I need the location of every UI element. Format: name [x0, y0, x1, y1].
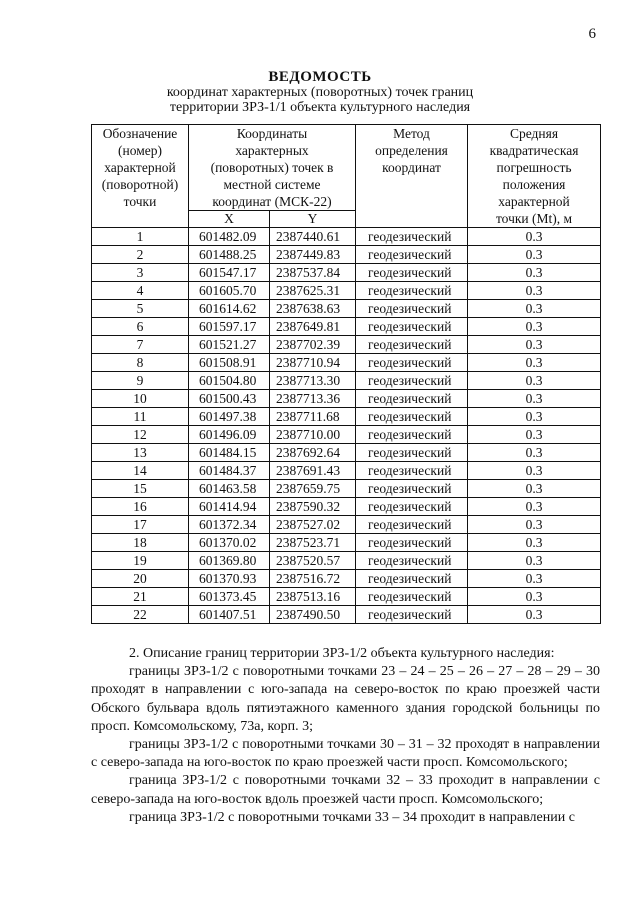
x-coordinate-cell: 601373.45 — [189, 588, 270, 606]
y-coordinate-cell: 2387649.81 — [270, 318, 356, 336]
point-number-cell: 19 — [92, 552, 189, 570]
section-paragraph: границы ЗРЗ-1/2 с поворотными точками 30 – 31 – 32 проходят в направлении с северо-запада на юго-восток по краю проезжей части просп. Комсомольского; — [91, 737, 600, 771]
table-row — [92, 264, 601, 282]
method-cell: геодезический — [356, 318, 468, 336]
section-heading: 2. Описание границ территории ЗРЗ-1/2 объекта культурного наследия: — [129, 646, 555, 661]
y-coordinate-cell: 2387702.39 — [270, 336, 356, 354]
document-title: ВЕДОМОСТЬ — [268, 69, 372, 85]
document-heading — [0, 70, 640, 115]
x-coordinate-cell: 601496.09 — [189, 426, 270, 444]
y-coordinate-cell: 2387590.32 — [270, 498, 356, 516]
document-subtitle-line-2: территории ЗРЗ-1/1 объекта культурного наследия — [169, 100, 471, 115]
table-row — [92, 300, 601, 318]
header-method: Метод определения координат — [356, 125, 468, 228]
y-coordinate-cell: 2387513.16 — [270, 588, 356, 606]
method-cell: геодезический — [356, 336, 468, 354]
header-designation: Обозначение (номер) характерной (поворотной) точки — [92, 125, 189, 228]
document-subtitle-line-1: координат характерных (поворотных) точек границ — [166, 85, 474, 100]
point-number-cell: 6 — [92, 318, 189, 336]
y-coordinate-cell: 2387711.68 — [270, 408, 356, 426]
point-number-cell: 17 — [92, 516, 189, 534]
method-cell: геодезический — [356, 408, 468, 426]
method-cell: геодезический — [356, 264, 468, 282]
y-coordinate-cell: 2387440.61 — [270, 228, 356, 246]
page-number: 6 — [588, 26, 596, 42]
y-coordinate-cell: 2387523.71 — [270, 534, 356, 552]
section-paragraph: граница ЗРЗ-1/2 с поворотными точками 33 – 34 проходит в направлении с — [129, 809, 575, 825]
x-coordinate-cell: 601504.80 — [189, 372, 270, 390]
x-coordinate-cell: 601463.58 — [189, 480, 270, 498]
x-coordinate-cell: 601482.09 — [189, 228, 270, 246]
method-cell: геодезический — [356, 498, 468, 516]
x-coordinate-cell: 601488.25 — [189, 246, 270, 264]
point-number-cell: 21 — [92, 588, 189, 606]
header-coordinates: Координаты характерных (поворотных) точек в местной системе координат (МСК-22) — [189, 125, 356, 211]
accuracy-cell: 0.3 — [468, 534, 601, 552]
table-row — [92, 372, 601, 390]
accuracy-cell: 0.3 — [468, 300, 601, 318]
x-coordinate-cell: 601497.38 — [189, 408, 270, 426]
x-coordinate-cell: 601521.27 — [189, 336, 270, 354]
y-coordinate-cell: 2387713.36 — [270, 390, 356, 408]
accuracy-cell: 0.3 — [468, 372, 601, 390]
method-cell: геодезический — [356, 588, 468, 606]
x-coordinate-cell: 601370.93 — [189, 570, 270, 588]
accuracy-cell: 0.3 — [468, 282, 601, 300]
method-cell: геодезический — [356, 570, 468, 588]
method-cell: геодезический — [356, 534, 468, 552]
section-paragraph: граница ЗРЗ-1/2 с поворотными точками 32 – 33 проходит в направлении с северо-запада на юго-восток вдоль проезжей части просп. Комсомольского; — [91, 773, 600, 807]
y-coordinate-cell: 2387537.84 — [270, 264, 356, 282]
accuracy-cell: 0.3 — [468, 228, 601, 246]
y-coordinate-cell: 2387527.02 — [270, 516, 356, 534]
accuracy-cell: 0.3 — [468, 390, 601, 408]
point-number-cell: 1 — [92, 228, 189, 246]
y-coordinate-cell: 2387710.00 — [270, 426, 356, 444]
x-coordinate-cell: 601484.37 — [189, 462, 270, 480]
table-row — [92, 498, 601, 516]
accuracy-cell: 0.3 — [468, 606, 601, 624]
point-number-cell: 4 — [92, 282, 189, 300]
point-number-cell: 18 — [92, 534, 189, 552]
point-number-cell: 20 — [92, 570, 189, 588]
x-coordinate-cell: 601369.80 — [189, 552, 270, 570]
table-row — [92, 228, 601, 246]
table-row — [92, 462, 601, 480]
accuracy-cell: 0.3 — [468, 246, 601, 264]
method-cell: геодезический — [356, 390, 468, 408]
section-description — [91, 645, 600, 827]
point-number-cell: 11 — [92, 408, 189, 426]
y-coordinate-cell: 2387710.94 — [270, 354, 356, 372]
method-cell: геодезический — [356, 606, 468, 624]
method-cell: геодезический — [356, 228, 468, 246]
x-coordinate-cell: 601407.51 — [189, 606, 270, 624]
y-coordinate-cell: 2387625.31 — [270, 282, 356, 300]
point-number-cell: 22 — [92, 606, 189, 624]
table-row — [92, 246, 601, 264]
method-cell: геодезический — [356, 480, 468, 498]
header-x: X — [189, 211, 270, 228]
x-coordinate-cell: 601372.34 — [189, 516, 270, 534]
x-coordinate-cell: 601547.17 — [189, 264, 270, 282]
method-cell: геодезический — [356, 372, 468, 390]
table-row — [92, 588, 601, 606]
point-number-cell: 10 — [92, 390, 189, 408]
y-coordinate-cell: 2387516.72 — [270, 570, 356, 588]
table-row — [92, 516, 601, 534]
accuracy-cell: 0.3 — [468, 570, 601, 588]
point-number-cell: 12 — [92, 426, 189, 444]
accuracy-cell: 0.3 — [468, 462, 601, 480]
y-coordinate-cell: 2387691.43 — [270, 462, 356, 480]
method-cell: геодезический — [356, 516, 468, 534]
y-coordinate-cell: 2387490.50 — [270, 606, 356, 624]
x-coordinate-cell: 601508.91 — [189, 354, 270, 372]
point-number-cell: 8 — [92, 354, 189, 372]
method-cell: геодезический — [356, 444, 468, 462]
accuracy-cell: 0.3 — [468, 498, 601, 516]
accuracy-cell: 0.3 — [468, 426, 601, 444]
accuracy-cell: 0.3 — [468, 516, 601, 534]
point-number-cell: 3 — [92, 264, 189, 282]
method-cell: геодезический — [356, 246, 468, 264]
accuracy-cell: 0.3 — [468, 264, 601, 282]
y-coordinate-cell: 2387520.57 — [270, 552, 356, 570]
point-number-cell: 14 — [92, 462, 189, 480]
method-cell: геодезический — [356, 462, 468, 480]
accuracy-cell: 0.3 — [468, 408, 601, 426]
header-y: Y — [270, 211, 356, 228]
table-row — [92, 534, 601, 552]
table-row — [92, 408, 601, 426]
accuracy-cell: 0.3 — [468, 588, 601, 606]
y-coordinate-cell: 2387638.63 — [270, 300, 356, 318]
point-number-cell: 5 — [92, 300, 189, 318]
table-row — [92, 336, 601, 354]
y-coordinate-cell: 2387449.83 — [270, 246, 356, 264]
table-row — [92, 354, 601, 372]
method-cell: геодезический — [356, 300, 468, 318]
x-coordinate-cell: 601605.70 — [189, 282, 270, 300]
x-coordinate-cell: 601414.94 — [189, 498, 270, 516]
x-coordinate-cell: 601597.17 — [189, 318, 270, 336]
accuracy-cell: 0.3 — [468, 444, 601, 462]
point-number-cell: 15 — [92, 480, 189, 498]
accuracy-cell: 0.3 — [468, 480, 601, 498]
y-coordinate-cell: 2387659.75 — [270, 480, 356, 498]
point-number-cell: 16 — [92, 498, 189, 516]
table-row — [92, 570, 601, 588]
x-coordinate-cell: 601370.02 — [189, 534, 270, 552]
x-coordinate-cell: 601614.62 — [189, 300, 270, 318]
section-paragraph: границы ЗРЗ-1/2 с поворотными точками 23 – 24 – 25 – 26 – 27 – 28 – 29 – 30 проходят в направлении с юго-запада на северо-восток по краю проезжей части Обского бульвара вдоль пятиэтажного каменного здания городской больницы по просп. Комсомольскому, 73а, корп. 3; — [91, 664, 600, 734]
table-row — [92, 390, 601, 408]
method-cell: геодезический — [356, 426, 468, 444]
point-number-cell: 13 — [92, 444, 189, 462]
accuracy-cell: 0.3 — [468, 354, 601, 372]
point-number-cell: 9 — [92, 372, 189, 390]
table-row — [92, 318, 601, 336]
x-coordinate-cell: 601500.43 — [189, 390, 270, 408]
table-row — [92, 426, 601, 444]
accuracy-cell: 0.3 — [468, 318, 601, 336]
method-cell: геодезический — [356, 354, 468, 372]
point-number-cell: 2 — [92, 246, 189, 264]
y-coordinate-cell: 2387692.64 — [270, 444, 356, 462]
table-row — [92, 552, 601, 570]
table-row — [92, 444, 601, 462]
method-cell: геодезический — [356, 282, 468, 300]
accuracy-cell: 0.3 — [468, 552, 601, 570]
y-coordinate-cell: 2387713.30 — [270, 372, 356, 390]
table-row — [92, 480, 601, 498]
header-accuracy: Средняя квадратическая погрешность положения характерной точки (Mt), м — [468, 125, 601, 228]
x-coordinate-cell: 601484.15 — [189, 444, 270, 462]
accuracy-cell: 0.3 — [468, 336, 601, 354]
point-number-cell: 7 — [92, 336, 189, 354]
table-row — [92, 282, 601, 300]
method-cell: геодезический — [356, 552, 468, 570]
coordinates-table — [91, 124, 601, 624]
table-row — [92, 606, 601, 624]
